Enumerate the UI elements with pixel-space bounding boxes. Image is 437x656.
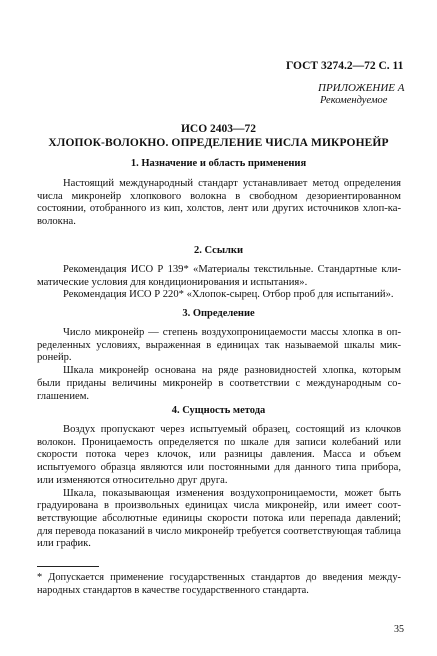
- section-body-references: [37, 264, 401, 302]
- section-body-principle: [37, 424, 401, 551]
- paragraph: Настоящий международный стандарт устанавливает метод определения числа микронейр хлопкового волокна в свободном дезориентированном состоянии, отобранного из кип, холстов, лент или других источников хлоп-ка-волокна.: [37, 178, 401, 228]
- paragraph: Число микронейр — степень воздухопроницаемости массы хлопка в оп-ределенных условиях, выраженная в единицах так называемой шкалы мик-ронейр.: [37, 327, 401, 364]
- paragraph: Шкала микронейр основана на ряде разновидностей хлопка, которым были приданы величины микронейр в соответствии с международным со-глашением.: [37, 365, 401, 402]
- section-body-scope: [37, 178, 401, 229]
- footnote: * Допускается применение государственных стандартов до введения между-народных стандартов в качестве государственного стандарта.: [37, 572, 401, 596]
- standard-number: ИСО 2403—72: [180, 123, 257, 135]
- appendix-status: Рекомендуемое: [320, 95, 388, 106]
- section-heading-scope: 1. Назначение и область применения: [130, 158, 307, 169]
- gost-header: ГОСТ 3274.2—72 С. 11: [286, 60, 404, 72]
- appendix-label: ПРИЛОЖЕНИЕ А: [318, 82, 405, 94]
- document-title: ХЛОПОК-ВОЛОКНО. ОПРЕДЕЛЕНИЕ ЧИСЛА МИКРОНЕЙР: [48, 137, 389, 149]
- section-body-definition: [37, 327, 401, 403]
- footnote-rule: [37, 566, 99, 567]
- section-heading-definition: 3. Определение: [182, 308, 255, 319]
- paragraph: Рекомендация ИСО Р 220* «Хлопок-сырец. Отбор проб для испытаний».: [63, 289, 394, 301]
- section-heading-principle: 4. Сущность метода: [171, 405, 266, 416]
- paragraph: Воздух пропускают через испытуемый образец, состоящий из клочков волокон. Проницаемость определяется по шкале для записи колебаний или скорости потока через клочок, или разницы давления. Масса и объем испытуемого образца являются или постоянными для данного типа прибора, или изменяются относительно друг друга.: [37, 424, 401, 486]
- paragraph: Рекомендация ИСО Р 139* «Материалы текстильные. Стандартные кли-матические условия для кондиционирования и испытания».: [37, 264, 401, 288]
- paragraph: Шкала, показывающая изменения воздухопроницаемости, может быть градуирована в произвольных единицах числа микронейр, или имеет соот-ветствующие абсолютные единицы скорости потока или перепада давлений; для перевода показаний в число микронейр требуется соответствующая таблица или график.: [37, 487, 401, 550]
- page-number: 35: [394, 624, 404, 635]
- section-heading-references: 2. Ссылки: [193, 245, 244, 256]
